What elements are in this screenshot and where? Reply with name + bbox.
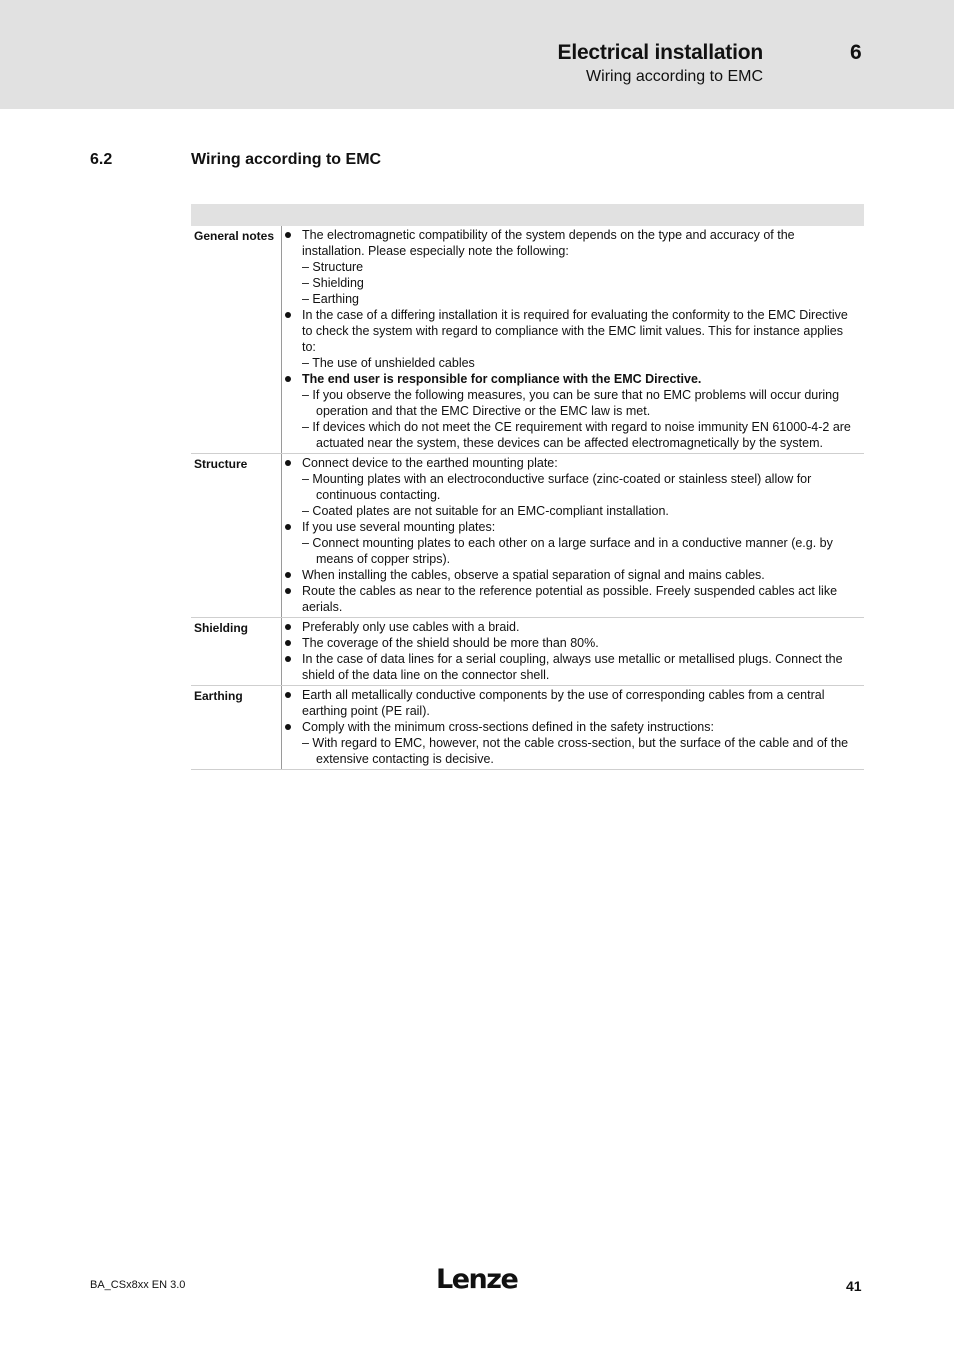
bullet-dot-icon (285, 232, 291, 238)
row-content (282, 226, 864, 453)
bullet-dot-icon (285, 656, 291, 662)
bullet-item (282, 227, 856, 259)
chapter-title: Electrical installation (557, 41, 763, 64)
bullet-text: Route the cables as near to the reference potential as possible. Freely suspended cables act like aerials. (302, 584, 838, 614)
bullet-item (282, 567, 856, 583)
sub-item: – Structure (302, 260, 364, 274)
bullet-text: If you use several mounting plates: (302, 520, 496, 534)
bullet-dot-icon (285, 640, 291, 646)
bullet-dot-icon (285, 692, 291, 698)
footer-doc-id: BA_CSx8xx EN 3.0 (90, 1279, 186, 1291)
bullet-item (282, 619, 856, 635)
bullet-dot-icon (285, 376, 291, 382)
row-label: Earthing (191, 686, 282, 769)
bullet-item (282, 651, 856, 683)
row-label: Shielding (191, 618, 282, 685)
sub-item: – Coated plates are not suitable for an EMC-compliant installation. (302, 504, 669, 518)
table-row (191, 686, 864, 770)
sub-item: – Mounting plates with an electroconductive surface (zinc-coated or stainless steel) allow for continuous contacting. (302, 472, 812, 502)
section-number: 6.2 (90, 151, 113, 168)
bullet-item (282, 455, 856, 471)
sub-item: – The use of unshielded cables (302, 356, 475, 370)
bullet-dot-icon (285, 624, 291, 630)
row-content (282, 454, 864, 617)
bullet-dot-icon (285, 312, 291, 318)
sub-item: – Connect mounting plates to each other on a large surface and in a conductive manner (e.g. by means of copper strips). (302, 536, 833, 566)
table-rows (191, 226, 864, 770)
chapter-subtitle: Wiring according to EMC (586, 68, 763, 85)
bullet-text: In the case of a differing installation it is required for evaluating the conformity to the EMC Directive to check the system with regard to compliance with the EMC limit values. This for instance applies to: (302, 308, 848, 354)
emc-table (191, 204, 864, 770)
bullet-dot-icon (285, 524, 291, 530)
page-number: 41 (846, 1278, 862, 1294)
bullet-text: Comply with the minimum cross-sections defined in the safety instructions: (302, 720, 714, 734)
bullet-text: The coverage of the shield should be more than 80%. (302, 636, 599, 650)
bullet-item (282, 583, 856, 615)
bullet-dot-icon (285, 588, 291, 594)
sub-item: – Shielding (302, 276, 364, 290)
bullet-text: Earth all metallically conductive components by the use of corresponding cables from a central earthing point (PE rail). (302, 688, 825, 718)
table-row (191, 618, 864, 686)
bullet-item (282, 719, 856, 735)
bullet-item (282, 635, 856, 651)
sub-item: – With regard to EMC, however, not the cable cross-section, but the surface of the cable and of the extensive contacting is decisive. (302, 736, 849, 766)
bullet-text: The electromagnetic compatibility of the system depends on the type and accuracy of the installation. Please especially note the following: (302, 228, 795, 258)
chapter-number: 6 (850, 41, 862, 64)
row-label: General notes (191, 226, 282, 453)
lenze-logo: Lenze (436, 1264, 518, 1295)
sub-item: – If you observe the following measures, you can be sure that no EMC problems will occur during operation and that the EMC Directive or the EMC law is met. (302, 388, 840, 418)
sub-item: – If devices which do not meet the CE requirement with regard to noise immunity EN 61000-4-2 are actuated near the system, these devices can be affected electromagnetically by the system. (302, 420, 851, 450)
bullet-dot-icon (285, 460, 291, 466)
bullet-text: Connect device to the earthed mounting plate: (302, 456, 558, 470)
table-header-bar (191, 204, 864, 226)
bullet-item (282, 687, 856, 719)
table-row (191, 454, 864, 618)
header-band (0, 0, 954, 109)
bullet-item (282, 307, 856, 355)
bullet-text: Preferably only use cables with a braid. (302, 620, 520, 634)
row-label: Structure (191, 454, 282, 617)
bullet-text: When installing the cables, observe a spatial separation of signal and mains cables. (302, 568, 765, 582)
row-content (282, 686, 864, 769)
bullet-item (282, 519, 856, 535)
section-title: Wiring according to EMC (191, 151, 382, 168)
bullet-text: The end user is responsible for compliance with the EMC Directive. (302, 372, 702, 386)
bullet-text: In the case of data lines for a serial coupling, always use metallic or metallised plugs. Connect the shield of the data line on the connector shell. (302, 652, 843, 682)
bullet-dot-icon (285, 572, 291, 578)
table-row (191, 226, 864, 454)
row-content (282, 618, 864, 685)
bullet-item (282, 371, 856, 387)
bullet-dot-icon (285, 724, 291, 730)
sub-item: – Earthing (302, 292, 359, 306)
